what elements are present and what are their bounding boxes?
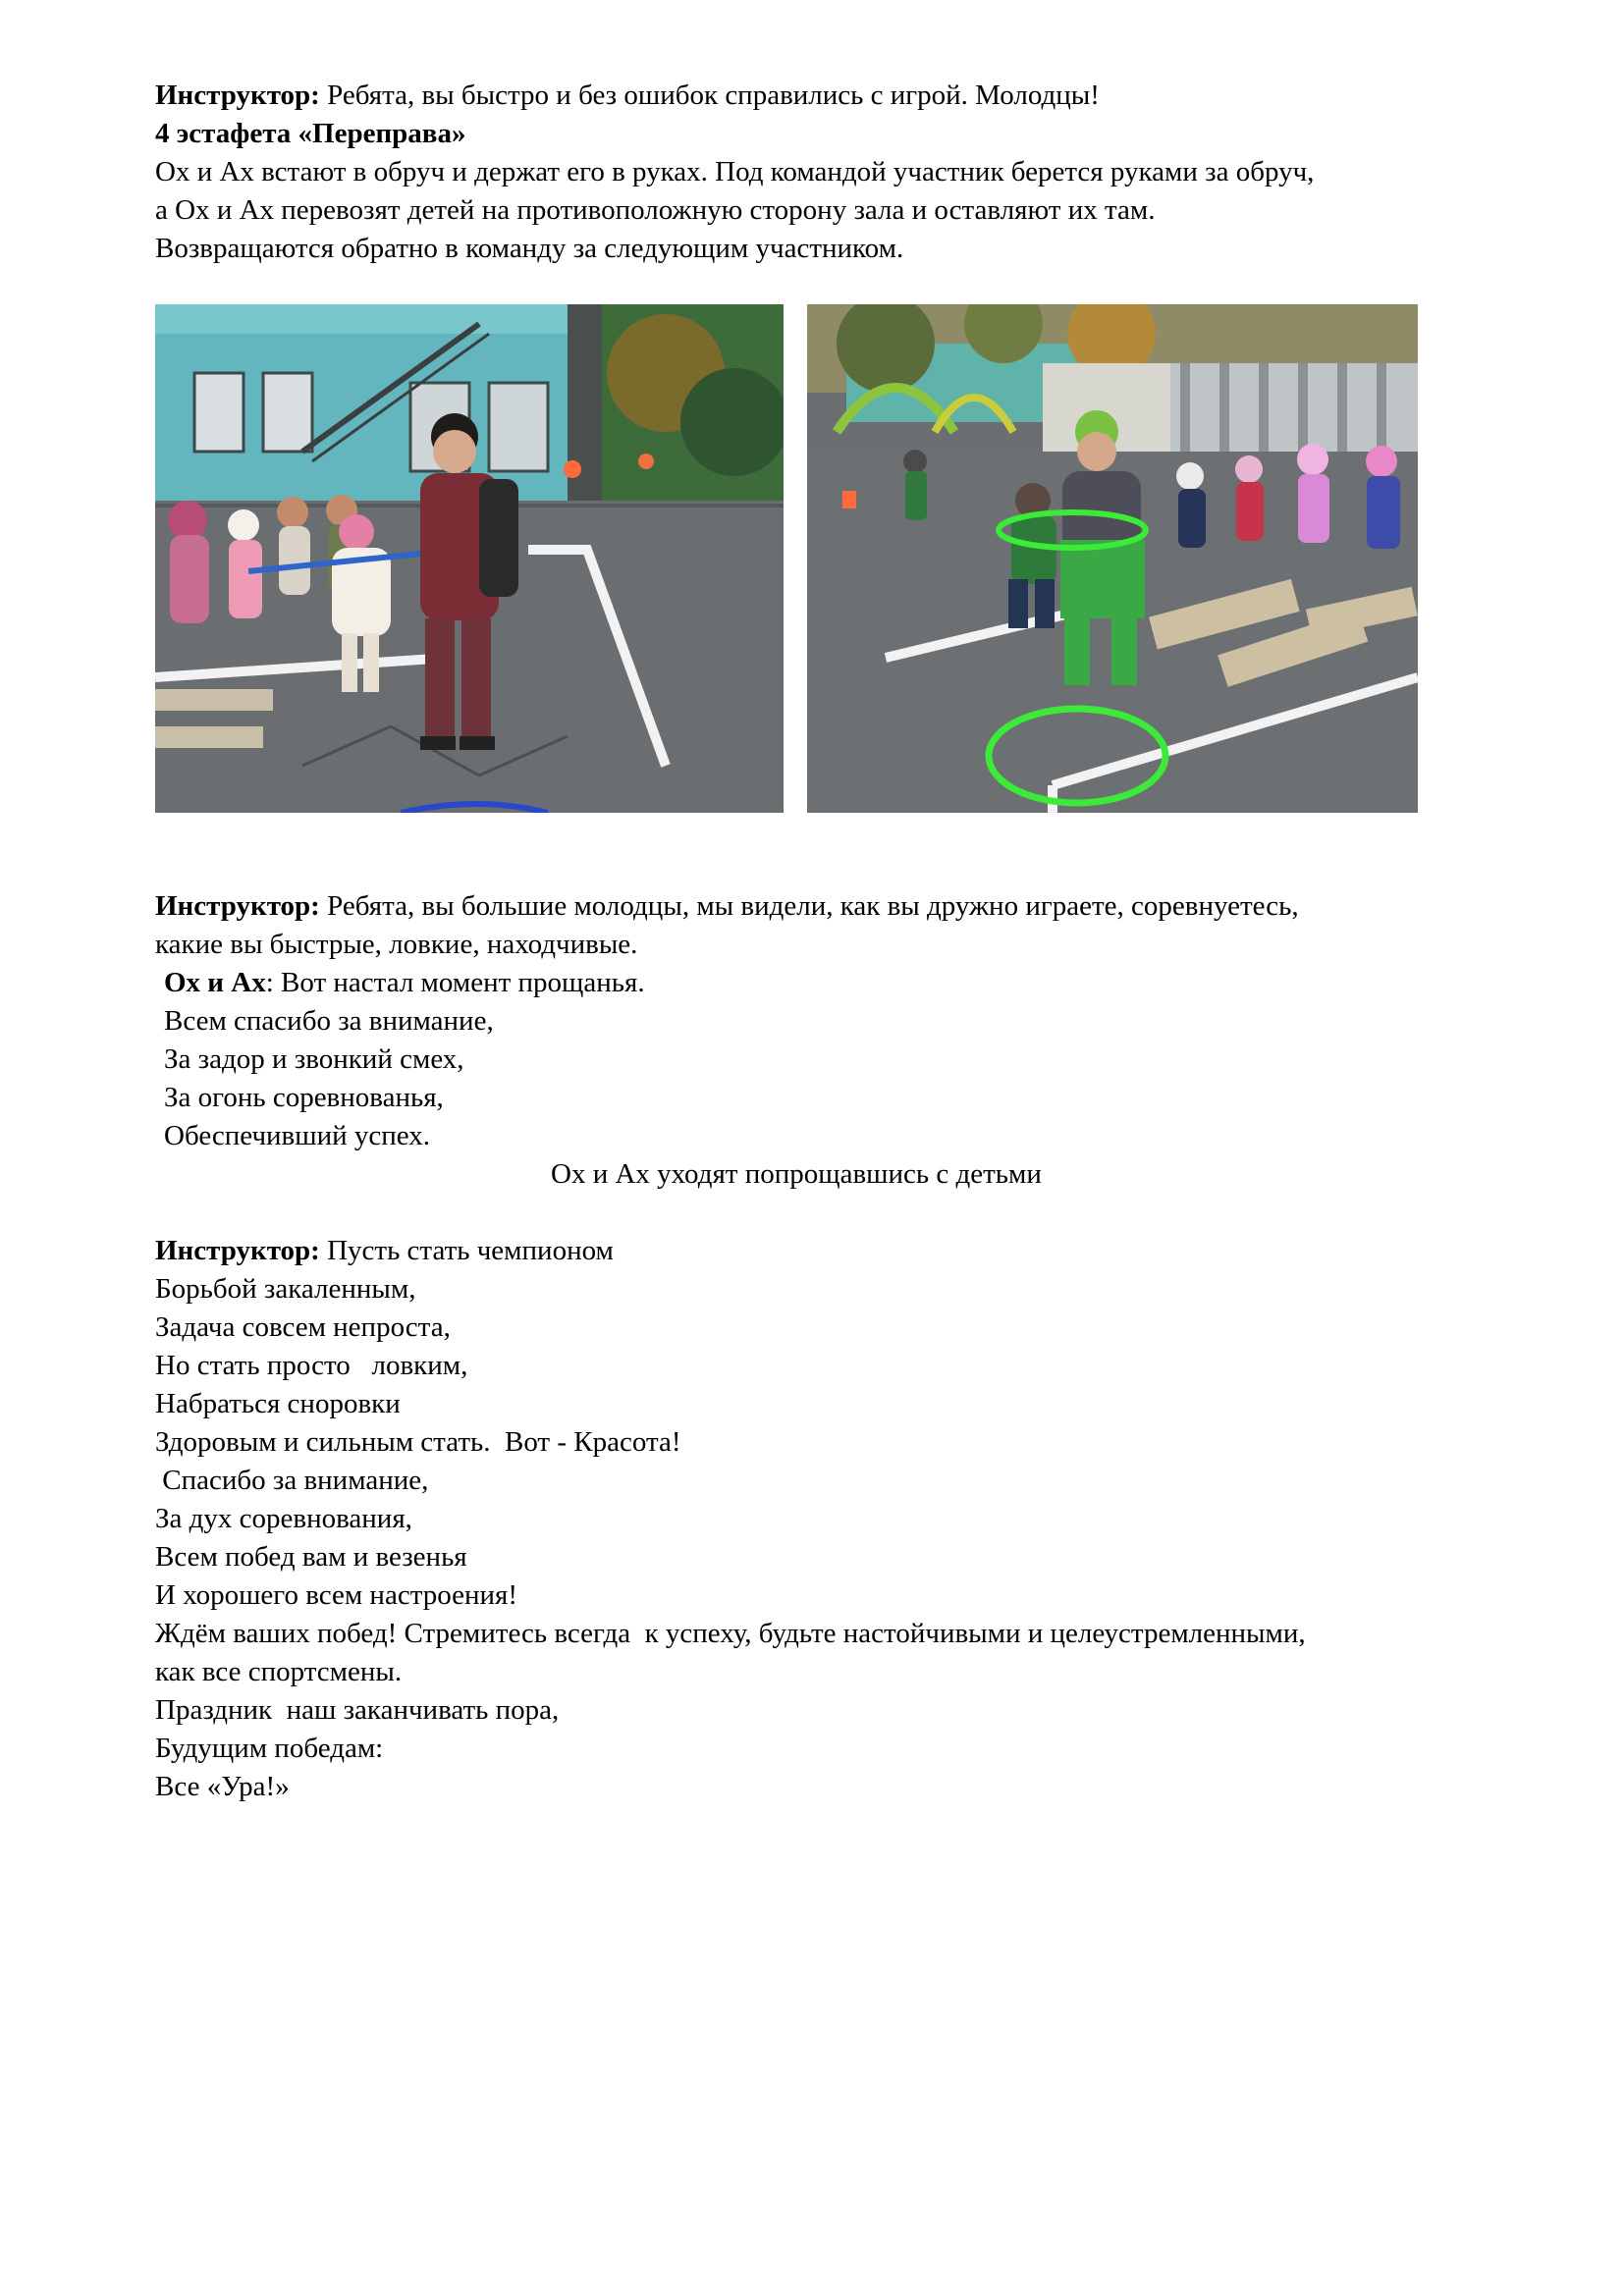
poem-line-2: За задор и звонкий смех,	[164, 1043, 464, 1075]
final-line-3: Но стать просто ловким,	[155, 1350, 468, 1381]
speaker-label: Инструктор:	[155, 80, 320, 111]
final-line-8: Всем побед вам и везенья	[155, 1541, 467, 1573]
poem-line-3: За огонь соревнованья,	[164, 1082, 444, 1113]
poem-line-4: Обеспечивший успех.	[164, 1120, 430, 1151]
final-line-9: И хорошего всем настроения!	[155, 1579, 517, 1611]
instructor-closing-line-1	[155, 887, 1299, 925]
speaker-label: Ох и Ах	[164, 967, 266, 998]
relay-description-1: Ох и Ах встают в обруч и держат его в руках. Под командой участник берется руками за обруч,	[155, 156, 1315, 187]
relay-photo-left	[155, 304, 784, 813]
final-line-4: Набраться сноровки	[155, 1388, 401, 1419]
speaker-label: Инструктор:	[155, 890, 320, 922]
line-text: Ребята, вы быстро и без ошибок справились с игрой. Молодцы!	[319, 80, 1100, 111]
final-line-10: Ждём ваших побед! Стремитесь всегда к успеху, будьте настойчивыми и целеустремленными,	[155, 1618, 1306, 1649]
ohah-line	[164, 964, 645, 1001]
final-line-11: как все спортсмены.	[155, 1656, 403, 1687]
instructor-final-line	[155, 1232, 614, 1269]
final-line-12: Праздник наш заканчивать пора,	[155, 1694, 560, 1726]
relay-photo-right	[807, 304, 1418, 813]
photo-left-drawing	[155, 304, 784, 813]
relay-description-3: Возвращаются обратно в команду за следующим участником.	[155, 233, 904, 264]
stage-direction: Ох и Ах уходят попрощавшись с детьми	[551, 1158, 1042, 1190]
poem-line-1: Всем спасибо за внимание,	[164, 1005, 494, 1037]
final-line-14: Все «Ура!»	[155, 1771, 290, 1802]
final-line-13: Будущим победам:	[155, 1733, 384, 1764]
instructor-praise-line	[155, 77, 1100, 114]
final-line-5: Здоровым и сильным стать. Вот - Красота!	[155, 1426, 681, 1458]
relay-heading: 4 эстафета «Переправа»	[155, 118, 466, 149]
line-text: Ребята, вы большие молодцы, мы видели, как вы дружно играете, соревнуетесь,	[319, 890, 1299, 922]
instructor-closing-line-2: какие вы быстрые, ловкие, находчивые.	[155, 929, 638, 960]
final-line-1: Борьбой закаленным,	[155, 1273, 416, 1305]
final-line-6: Спасибо за внимание,	[155, 1465, 429, 1496]
final-line-2: Задача совсем непроста,	[155, 1311, 451, 1343]
line-text: Пусть стать чемпионом	[319, 1235, 614, 1266]
relay-description-2: а Ох и Ах перевозят детей на противоположную сторону зала и оставляют их там.	[155, 194, 1156, 226]
photo-right-drawing	[807, 304, 1418, 813]
line-text: : Вот настал момент прощанья.	[265, 967, 645, 998]
final-line-7: За дух соревнования,	[155, 1503, 412, 1534]
speaker-label: Инструктор:	[155, 1235, 320, 1266]
